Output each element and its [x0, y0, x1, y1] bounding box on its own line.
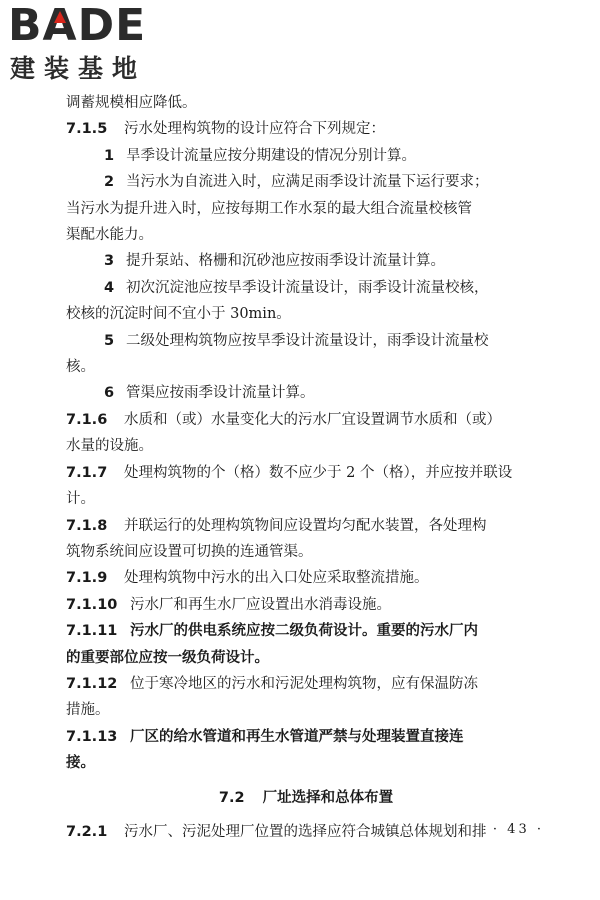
- clause-number: 7.1.11: [66, 623, 118, 640]
- text-line-mandatory: 接。: [66, 755, 95, 772]
- item-line: 1 旱季设计流量应按分期建设的情况分别计算。: [66, 143, 546, 169]
- clause-line: 7.1.9 处理构筑物中污水的出入口处应采取整流措施。: [66, 565, 546, 591]
- logo-letter-a: A: [42, 0, 78, 51]
- clause-line: 7.1.6 水质和（或）水量变化大的污水厂宜设置调节水质和（或）: [66, 407, 546, 433]
- logo-red-triangle-icon: [54, 11, 66, 23]
- clause-line: 7.1.5 污水处理构筑物的设计应符合下列规定：: [66, 116, 546, 142]
- clause-line-mandatory: 7.1.13 厂区的给水管道和再生水管道严禁与处理装置直接连: [66, 724, 546, 750]
- text-line: 校核的沉淀时间不宜小于 30min。: [66, 306, 291, 323]
- text-line: 当污水为提升进入时，应按每期工作水泵的最大组合流量校核管: [66, 200, 472, 217]
- logo-letter-b: B: [8, 0, 43, 51]
- clause-line: 7.2.1 污水厂、污泥处理厂位置的选择应符合城镇总体规划和排: [66, 819, 546, 845]
- text-line: 计。: [66, 491, 95, 508]
- clause-number: 7.2.1: [66, 823, 108, 840]
- item-number: 4: [104, 279, 115, 296]
- clause-number: 7.1.10: [66, 596, 118, 613]
- item-line: 3 提升泵站、格栅和沉砂池应按雨季设计流量计算。: [66, 248, 546, 274]
- logo-wordmark: [8, 0, 178, 51]
- section-title: 厂址选择和总体布置: [262, 789, 394, 806]
- text-line: 调蓄规模相应降低。: [66, 95, 197, 111]
- clause-number: 7.1.5: [66, 121, 108, 138]
- item-line: 2 当污水为自流进入时，应满足雨季设计流量下运行要求；: [66, 169, 546, 195]
- clause-line: 7.1.8 并联运行的处理构筑物间应设置均匀配水装置，各处理构: [66, 513, 546, 539]
- clause-line: 7.1.7 处理构筑物的个（格）数不应少于 2 个（格），并应按并联设: [66, 460, 546, 486]
- clause-line-mandatory: 7.1.11 污水厂的供电系统应按二级负荷设计。重要的污水厂内: [66, 618, 546, 644]
- item-number: 6: [104, 385, 115, 402]
- item-number: 5: [104, 332, 115, 349]
- item-line: 4 初次沉淀池应按旱季设计流量设计，雨季设计流量校核，: [66, 275, 546, 301]
- brand-logo: [8, 0, 178, 88]
- document-body: [66, 90, 546, 845]
- section-heading: [66, 785, 546, 811]
- clause-number: 7.1.13: [66, 728, 118, 745]
- clause-number: 7.1.6: [66, 411, 108, 428]
- clause-number: 7.1.9: [66, 570, 108, 587]
- text-line: 核。: [66, 359, 95, 376]
- page-number: · 43 ·: [492, 822, 544, 837]
- text-line: 渠配水能力。: [66, 227, 153, 244]
- item-number: 2: [104, 174, 115, 191]
- logo-letters-de: DE: [77, 0, 147, 51]
- text-line: 措施。: [66, 702, 110, 719]
- text-line: 水量的设施。: [66, 438, 153, 455]
- clause-line: 7.1.10 污水厂和再生水厂应设置出水消毒设施。: [66, 592, 546, 618]
- text-line-mandatory: 的重要部位应按一级负荷设计。: [66, 649, 269, 666]
- clause-number: 7.1.12: [66, 675, 118, 692]
- logo-subtitle: 建装基地: [10, 54, 147, 83]
- item-number: 1: [104, 147, 115, 164]
- clause-line: 7.1.12 位于寒冷地区的污水和污泥处理构筑物，应有保温防冻: [66, 671, 546, 697]
- text-line: 筑物系统间应设置可切换的连通管渠。: [66, 543, 313, 560]
- item-line: 6 管渠应按雨季设计流量计算。: [66, 380, 546, 406]
- section-number: 7.2: [218, 789, 245, 806]
- clause-number: 7.1.7: [66, 464, 108, 481]
- item-line: 5 二级处理构筑物应按旱季设计流量设计，雨季设计流量校: [66, 328, 546, 354]
- clause-number: 7.1.8: [66, 517, 108, 534]
- item-number: 3: [104, 253, 115, 270]
